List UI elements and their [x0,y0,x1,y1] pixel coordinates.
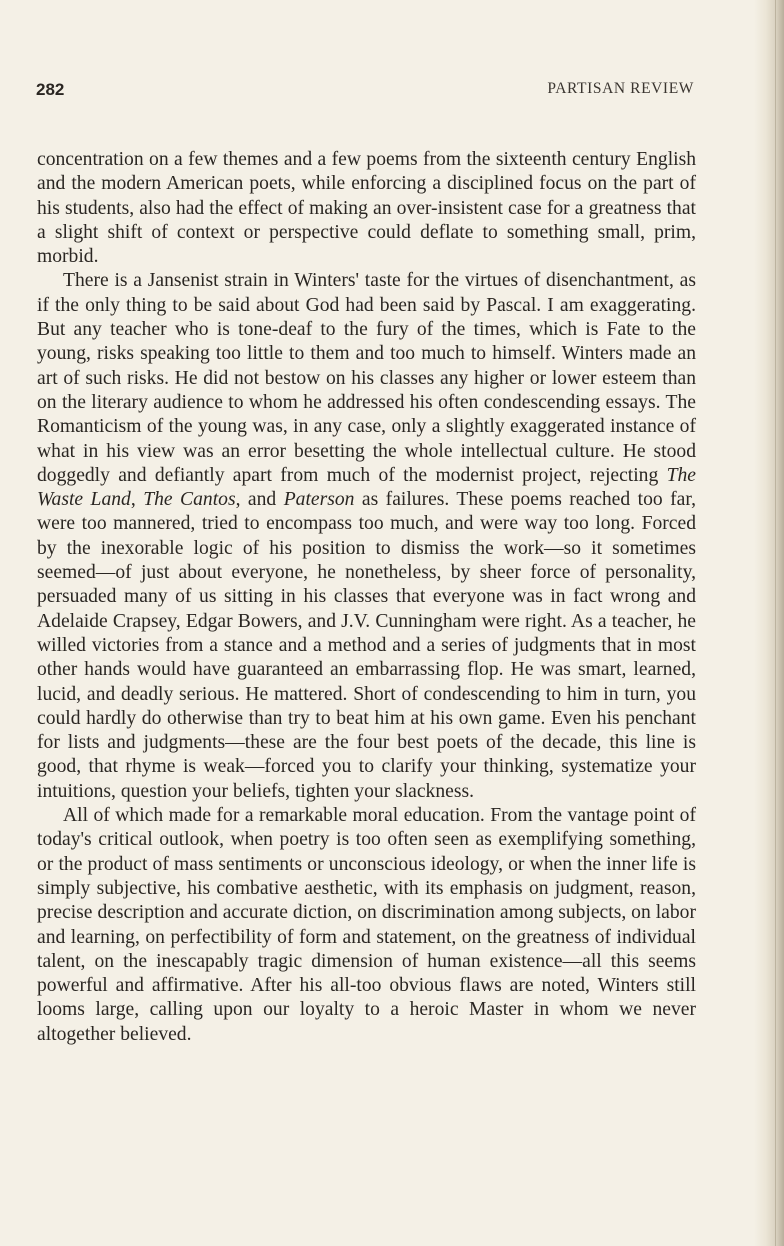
paragraph-text: , [130,489,144,511]
italic-title: The Waste Land [37,464,696,511]
paragraph-text: There is a Jansenist strain in Winters' taste for the virtues of disenchantment, as if the only thing to be said about God had been said by Pascal. I am exaggerating. But any teacher who is tone-deaf to the fury of the times, which is Fate to the young, risks speaking too little to them and too much to himself. Winters made an art of such risks. He did not bestow on his classes any higher or lower esteem than on the literary audience to whom he addressed his often condescending essays. The Romanticism of the young was, in any case, only a slightly exaggerated instance of what in his view was an error besetting the whole intellectual culture. He stood doggedly and defiantly apart from much of the modernist project, rejecting [37,270,696,486]
paragraph-text: , and [235,489,284,511]
paragraph [37,269,696,804]
paragraph-text: All of which made for a remarkable moral education. From the vantage point of today's critical outlook, when poetry is too often seen as exemplifying something, or the product of mass sentiments or unconscious ideology, or when the inner life is simply subjective, his combative aesthetic, with its emphasis on judgment, reason, precise description and accurate diction, on discrimination among subjects, on labor and learning, on perfectibility of form and statement, on the greatness of individual talent, on the inescapably tragic dimension of human existence—all this seems powerful and affirmative. After his all-too obvious flaws are noted, Winters still looms large, calling upon our loyalty to a heroic Master in whom we never altogether believed. [37,805,696,1045]
paragraph-text: as failures. These poems reached too far, were too mannered, tried to encompass too much, and were way too long. Forced by the inexorable logic of his position to dismiss the work—so it sometimes seemed—of just about everyone, he nonetheless, by sheer force of personality, persuaded many of us sitting in his classes that everyone was in fact wrong and Adelaide Crapsey, Edgar Bowers, and J.V. Cunningham were right. As a teacher, he willed victories from a stance and a method and a series of judgments that in most other hands would have guaranteed an embarrassing flop. He was smart, learned, lucid, and deadly serious. He mattered. Short of condescending to him in turn, you could hardly do otherwise than try to beat him at his own game. Even his penchant for lists and judgments—these are the four best poets of the decade, this line is good, that rhyme is weak—forced you to clarify your thinking, systematize your intuitions, question your beliefs, tighten your slackness. [37,489,696,802]
italic-title: The Cantos [143,489,236,511]
italic-title: Paterson [283,489,355,511]
body-text [37,148,696,1047]
running-head: PARTISAN REVIEW [547,80,694,97]
page-edge-shadow [754,0,784,1246]
paragraph [37,148,696,269]
page-edge-line [775,0,776,1246]
paragraph [37,804,696,1047]
page-number: 282 [36,80,65,99]
page-header [36,80,694,104]
paragraph-text: concentration on a few themes and a few poems from the sixteenth century English and the modern American poets, while enforcing a disciplined focus on the part of his students, also had the effect of making an over-insistent case for a greatness that a slight shift of context or perspective could deflate to something small, prim, morbid. [37,149,696,268]
